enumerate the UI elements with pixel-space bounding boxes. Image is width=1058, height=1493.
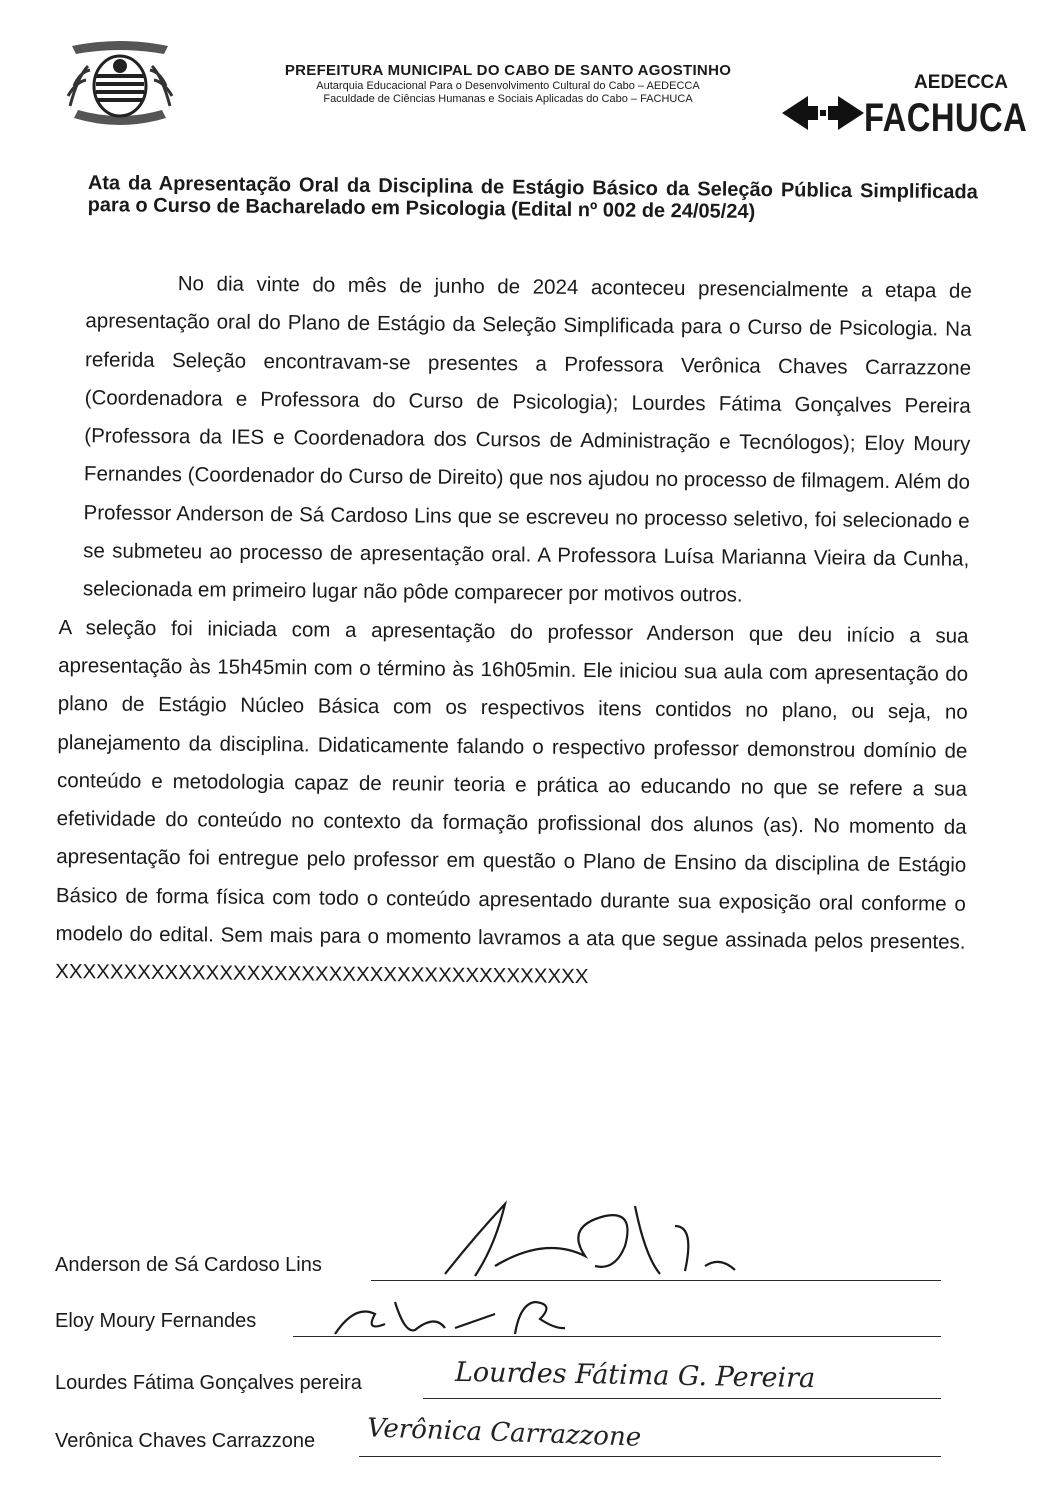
paragraph: A seleção foi iniciada com a apresentação do professor Anderson que deu início a sua apresentação às 15h45min com o término às 16h05min. Ele iniciou sua aula com apresentação do plano de Estágio Núcleo Básica com os respectivos itens contidos no plano, ou seja, no planejamento da disciplina. Didaticamente falando o respectivo professor demonstrou domínio de conteúdo e metodologia capaz de reunir teoria e prática ao educando no que se refere a sua efetividade do conteúdo no contexto da formação profissional dos alunos (as). No momento da apresentação foi entregue pelo professor em questão o Plano de Ensino da disciplina de Estágio Básico de forma física com todo o conteúdo apresentado durante sua exposição oral conforme o modelo do edital. Sem mais para o momento lavramos a ata que segue assinada pelos presentes. XXXXXXXXXXXXXXXXXXXXXXXXXXXXXXXXXXXXXXX bbox=[55, 615, 969, 989]
municipal-coat-of-arms-icon bbox=[60, 36, 180, 136]
signatory-name: Lourdes Fátima Gonçalves pereira bbox=[55, 1372, 362, 1394]
signature-row bbox=[55, 1413, 955, 1466]
signatory-name: Anderson de Sá Cardoso Lins bbox=[55, 1254, 322, 1276]
header-line-fachuca: Faculdade de Ciências Humanas e Sociais Aplicadas do Cabo – FACHUCA bbox=[323, 93, 693, 106]
document-title: Ata da Apresentação Oral da Disciplina de Estágio Básico da Seleção Pública Simplificada para o Curso de Bacharelado em Psicologia (Edital nº 002 de 24/05/24) bbox=[87, 172, 978, 223]
handwritten-signature bbox=[435, 1196, 755, 1286]
paragraph: No dia vinte do mês de junho de 2024 aconteceu presencialmente a etapa de apresentação oral do Plano de Estágio da Seleção Simplificada para o Curso de Psicologia. Na referida Seleção encontravam-se presentes a Professora Verônica Chaves Carrazzone (Coordenadora e Professora do Curso de Psicologia); Lourdes Fátima Gonçalves Pereira (Professora da IES e Coordenadora dos Cursos de Administração e Tecnólogos); Eloy Moury Fernandes (Coordenador do Curso de Direito) que nos ajudou no processo de filmagem. Além do Professor Anderson de Sá Cardoso Lins que se escreveu no processo seletivo, foi selecionado e se submeteu ao processo de apresentação oral. A Professora Luísa Marianna Vieira da Cunha, selecionada em primeiro lugar não pôde comparecer por motivos outros. bbox=[82, 272, 972, 607]
signature-row bbox=[55, 1254, 955, 1290]
fachuca-logo bbox=[778, 68, 1028, 148]
signatory-name: Verônica Chaves Carrazzone bbox=[55, 1430, 316, 1452]
handwritten-signature bbox=[325, 1294, 585, 1344]
header-line-aedecca: Autarquia Educacional Para o Desenvolvimento Cultural do Cabo – AEDECCA bbox=[316, 80, 700, 92]
signature-line bbox=[359, 1456, 941, 1457]
brand-aedecca-text: AEDECCA bbox=[914, 72, 1008, 93]
header-title: PREFEITURA MUNICIPAL DO CABO DE SANTO AGOSTINHO bbox=[284, 62, 732, 79]
handwritten-signature: Lourdes Fátima G. Pereira bbox=[454, 1356, 816, 1395]
double-arrow-icon bbox=[778, 88, 868, 138]
signature-line bbox=[423, 1398, 941, 1399]
signature-row bbox=[55, 1310, 955, 1346]
institution-header bbox=[248, 62, 768, 106]
document-body bbox=[55, 264, 972, 1000]
signatory-name: Eloy Moury Fernandes bbox=[55, 1310, 257, 1332]
signature-row bbox=[55, 1356, 955, 1408]
brand-fachuca-text: FACHUCA bbox=[864, 96, 1028, 140]
handwritten-signature: Verônica Carrazzone bbox=[366, 1413, 642, 1453]
